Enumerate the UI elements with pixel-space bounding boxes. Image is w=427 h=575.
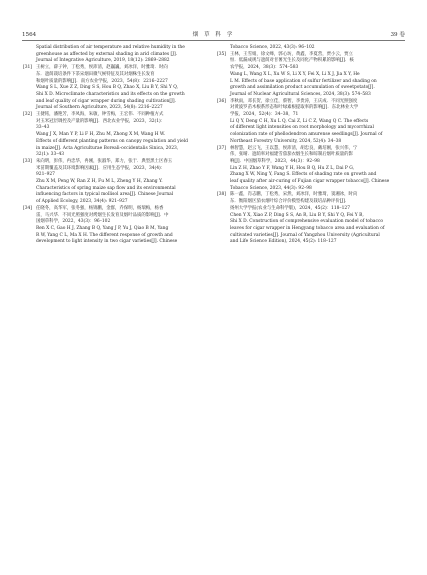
reference-entry — [217, 192, 401, 246]
reference-line: leaves for cigar wrapper in Hengyang tobacco area and evaluation of — [230, 225, 385, 231]
reference-number: [35] — [217, 51, 227, 57]
reference-line: Tobacco Science, 2022, 43(3): 96–102 — [230, 45, 315, 50]
reference-line: Shi X D. Microclimate characteristics and its effects on the growth — [36, 91, 185, 97]
reference-line: Northeast Forestry University, 2024, 52(4): 34–38 — [230, 138, 342, 144]
right-column — [217, 45, 401, 246]
reference-entry — [217, 45, 401, 52]
reference-line: greenhouse as affected by external shading in arid climates [J]. — [36, 51, 178, 57]
reference-line: Li Q Y, Deng C H, Xu L Q, Cai Z, Li C Z, Wang Q C. The effects — [230, 118, 369, 124]
reference-line: 王捷铭，潘艳芳，李凤海，朱敏，钟雪梅，王宏伟．不同种植方式 — [36, 112, 164, 118]
reference-line: Wang L, Wang X L, Xu W S, Li X Y, Fei X, Li X J, Jia X Y, He — [230, 71, 360, 77]
reference-line: 扬州大学学报(农业与生命科学版)，2024，45(2)：118–127 — [230, 205, 351, 211]
journal-title: 烟 草 科 学 — [192, 32, 235, 38]
reference-line: 李秋雨，邓长贺，徐立佳，蔡智，李贵涛，王庆成．不同光照强度 — [230, 98, 358, 104]
reference-line: 对黄波罗苗木根系形态和叶绿素根提取率的影响[J]．东北林业大学 — [230, 105, 359, 111]
reference-line: development to light intensity in two cigar varieties[J]. Chinese — [36, 239, 178, 245]
reference-line: 伟，张晴．遮荫率对福建雪茄茄衣烟生长和晾制后烟叶质量的影 — [230, 152, 353, 158]
reference-line: 东．遮荫栽培条件下茶宋烟田微气候特征及其对烟株生长发育 — [36, 71, 155, 77]
page-header — [22, 30, 405, 40]
reference-number: [38] — [217, 192, 227, 198]
reference-line: Zhang X W, Ning Y, Fang S. Effects of shading rate on growth and — [230, 172, 377, 178]
reference-line: Characteristics of spring maize sap flow and its environmental — [36, 185, 176, 191]
volume-label: 39 卷 — [390, 32, 405, 38]
reference-line: R W, Yang C L, Ma X H. The different response of growth and — [36, 232, 173, 238]
header-rule — [22, 40, 405, 41]
reference-line: 林智慧，赵云飞，王以慧，侯沛清，胡忠良，戴培刚，张兴伟，宁 — [230, 145, 358, 151]
reference-line: Zhu X M, Peng W, Ran Z H, Fu M L, Zheng Y H, Zhang Y. — [36, 179, 163, 185]
reference-line: leaf quality after air-curing of Fujian cigar wrapper tobacco[J]. Chinese — [230, 179, 390, 185]
reference-line: Spatial distribution of air temperature and relative humidity in the — [36, 45, 185, 50]
reference-entry — [217, 146, 401, 193]
reference-line: Ren X C, Gao H J, Zhang B Q, Yang J P, Yu J, Qiao B M, Yang — [36, 225, 169, 231]
reference-line: in maize[J]. Acta Agriculturae Boreali-occidentalis Sinica, 2023, — [36, 145, 179, 151]
reference-line: Lin Z H, Zhao Y F, Wang Y H, Hou B Q, Hu Z L, Dai P G, — [230, 165, 355, 171]
reference-entry — [217, 52, 401, 99]
reference-entry — [23, 45, 207, 65]
reference-line: of different light intensities on root morphology and mycorrhizal — [230, 125, 374, 131]
reference-line: Wang J X, Man Y P, Li F H, Zhu M, Zhong X M, Wang H W. — [36, 132, 166, 138]
reference-line: 32(1): 33–43 — [36, 152, 65, 158]
reference-line: 陈一鑫，肖志鹏，丁松秀，宋然，刘冰洋，时雅琦，窦湘冰，时向 — [230, 192, 358, 198]
reference-line: of Applied Ecology, 2023, 34(4): 921–927 — [36, 199, 128, 205]
reference-line: 和烟叶质量的影响[J]．南方农业学报，2023，54(8)：2216–2227 — [36, 78, 168, 84]
reference-entry — [23, 112, 207, 159]
reference-number: [33] — [23, 158, 33, 164]
reference-line: 国烟草科学，2022，43(3)：96–102 — [36, 219, 111, 225]
reference-line: 雷，马兴华．不同光照强度对烤烟生长发育及烟叶品质的影响[J]．中 — [36, 212, 169, 218]
reference-line: 东．衡阳烟区茄衣烟叶综合评价模型构建及栽培品种评价[J]． — [230, 199, 350, 205]
reference-line: Effects of different planting patterns on canopy regulation and yield — [36, 138, 188, 144]
reference-line: influencing factors in typical mollisol area[J]. Chinese Journal — [36, 192, 174, 198]
reference-line: 米苗期覆盖及其环境影响因素[J]．应用生态学报，2023，34(4)： — [36, 165, 166, 171]
reference-line: Shi X D. Construction of comprehensive evaluation model of tobacco — [230, 219, 384, 225]
reference-line: 响[J]．中国烟草科学，2023，44(3)：92–98 — [230, 158, 320, 164]
reference-line: Journal of Integrative Agriculture, 2019, 18(12): 2869–2882 — [36, 58, 170, 64]
page-number: 1564 — [22, 32, 37, 38]
reference-line: growth and assimilation product accumulation of sweetpotato[J]. — [230, 85, 375, 91]
reference-line: 王林，王雪娟，徐文峰，郭心坊，黄鑫，李夏营，贾小云，贾立 — [230, 51, 353, 57]
reference-number: [37] — [217, 145, 227, 151]
reference-line: 学报，2024，52(4)：34–38，71 — [230, 112, 299, 118]
reference-entry — [23, 206, 207, 246]
reference-line: Wang S L, Xue Z Z, Ding S S, Hou B Q, Zhao X, Liu B Y, Shi Y Q, — [36, 85, 178, 91]
reference-number: [34] — [23, 205, 33, 211]
reference-line: Journal of Nuclear Agricultural Sciences, 2024, 38(3): 574–583 — [230, 91, 371, 97]
reference-entry — [23, 159, 207, 206]
reference-line: 任晓冬，高华军，张冬强，杨锦鹏，金群，乔保明，杨瑞梅，杨香 — [36, 205, 164, 211]
reference-line: 对玉米冠层调控及产量的影响[J]．西北农业学报，2023，32(1)： — [36, 118, 166, 124]
reference-line: cultivated varieties[J]. Journal of Yangzhou University (Agricultural — [230, 232, 380, 238]
reference-line: 王树立，薛子钟，丁松秀，侯沛清，赵巍巍，刘冰洋，时雅琦．时向 — [36, 65, 168, 71]
reference-line: Journal of Southern Agriculture, 2023, 54(8): 2216–2227 — [36, 105, 163, 111]
reference-line: and leaf quality of cigar wrapper during shading cultivation[J]. — [36, 98, 176, 104]
reference-entry — [217, 99, 401, 146]
reference-line: 朱向明，彭伟，冉忠华，冉刚，张淑华，郑力，张于．典型黑土区春玉 — [36, 158, 173, 164]
reference-number: [36] — [217, 98, 227, 104]
reference-line: 33–43 — [36, 125, 50, 131]
reference-line: Chen Y X, Xiao Z P, Ding S S, An R, Liu B Y, Shi Y Q, Fei Y B, — [230, 212, 364, 218]
reference-line: Tobacco Science, 2023, 44(3): 92–98 — [230, 185, 312, 191]
reference-line: 恒．低漏成规与遮荫对甘薯光生长及同化产物积累的影响[J]．核 — [230, 58, 354, 64]
reference-number: [31] — [23, 65, 33, 71]
reference-number: [32] — [23, 112, 33, 118]
reference-line: and Life Science Edition), 2024, 45(2): 118–127 — [230, 239, 337, 245]
reference-entry — [23, 65, 207, 112]
left-column — [23, 45, 207, 246]
reference-line: colonization rate of phellodendron amurense seedlings[J]. Journal of — [230, 132, 383, 138]
reference-line: 农学报，2024，38(3)：574–583 — [230, 65, 299, 71]
reference-line: 921–927 — [36, 172, 55, 178]
reference-line: L M. Effects of base application of sulfur fertilizer and shading on — [230, 78, 377, 84]
